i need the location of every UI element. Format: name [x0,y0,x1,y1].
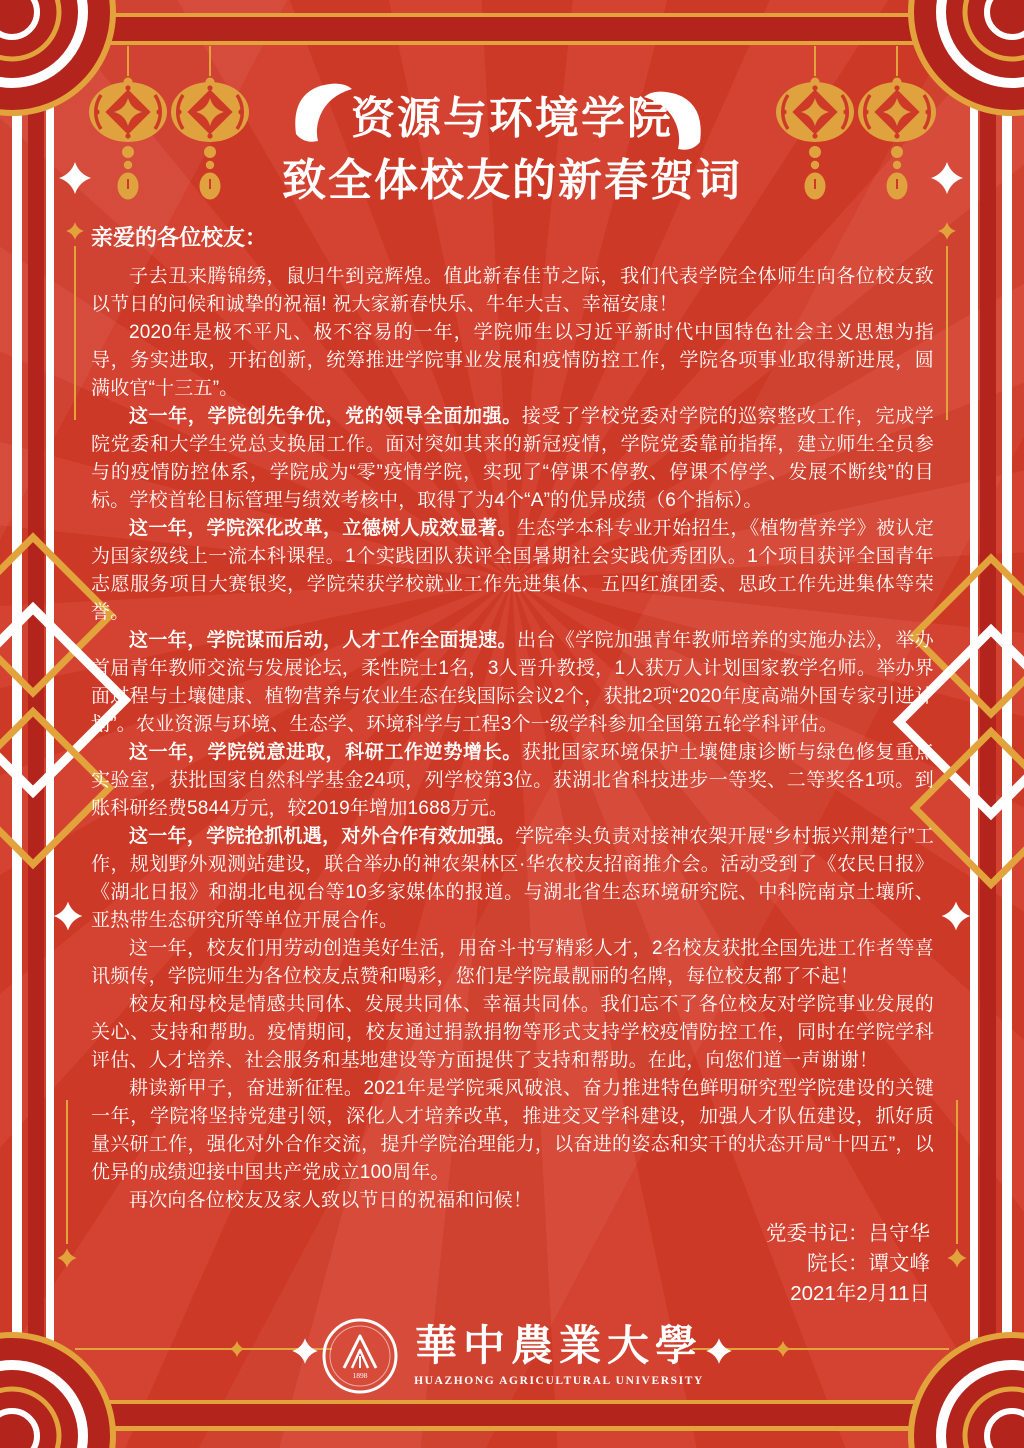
greeting-letter [91,224,934,1309]
signature-date: 2021年2月11日 [790,1282,930,1305]
top-border-band [0,13,1024,45]
university-seal-icon [320,1316,400,1396]
paragraph [91,515,934,627]
paragraph-text: 校友和母校是情感共同体、发展共同体、幸福共同体。我们忘不了各位校友对学院事业发展的关心、支持和帮助。疫情期间，校友通过捐款捐物等形式支持学校疫情防控工作，同时在学院学科评估、人才培养、社会服务和基地建设等方面提供了支持和帮助。在此，向您们道一声谢谢！ [91,994,934,1071]
paragraph-lead: 这一年，学院创先争优，党的领导全面加强。 [129,406,522,427]
paragraph-lead: 这一年，学院锐意进取，科研工作逆势增长。 [129,742,522,763]
paragraph-text: 接受了学校党委对学院的巡察整改工作，完成学院党委和大学生党总支换届工作。面对突如其来的新冠疫情，学院党委靠前指挥，建立师生全员参与的疫情防控体系，学院成为“零”疫情学院，实现了“停课不停教、停课不停学、发展不断线”的目标。学校首轮目标管理与绩效考核中，取得了为4个“A”的优异成绩（6个指标）。 [91,406,934,511]
university-name-cn: 華中農業大學 [414,1323,703,1370]
paragraph-lead: 这一年，学院抢抓机遇，对外合作有效加强。 [129,826,516,847]
paragraph-lead: 这一年，学院深化改革，立德树人成效显著。 [129,518,517,539]
paragraph [91,991,934,1075]
title-line-1: 资源与环境学院 [351,94,673,143]
university-name [414,1323,704,1387]
title-line-2: 致全体校友的新春贺词 [282,155,742,205]
paragraph-text: 学院牵头负责对接神农架开展“乡村振兴荆楚行”工作，规划野外观测站建设，联合举办的神农架林区·华农校友招商推介会。活动受到了《农民日报》《湖北日报》和湖北电视台等10多家媒体的报道。与湖北省生态环境研究院、中科院南京土壤所、亚热带生态研究所等单位开展合作。 [91,826,934,931]
paragraph-text: 生态学本科专业开始招生，《植物营养学》被认定为国家级线上一流本科课程。1个实践团队获评全国暑期社会实践优秀团队。1个项目获评全国青年志愿服务项目大赛银奖，学院荣获学校就业工作先进集体、五四红旗团委、思政工作先进集体等荣誉。 [91,518,934,623]
paragraph-text: 2020年是极不平凡、极不容易的一年，学院师生以习近平新时代中国特色社会主义思想为指导，务实进取，开拓创新，统筹推进学院事业发展和疫情防控工作，学院各项事业取得新进展，圆满收官“十三五”。 [91,322,934,399]
paragraph-lead: 这一年，学院谋而后动，人才工作全面提速。 [129,630,517,651]
paragraph-text: 获批国家环境保护土壤健康诊断与绿色修复重点实验室，获批国家自然科学基金24项，列学校第3位。获湖北省科技进步一等奖、二等奖各1项。到账科研经费5844万元，较2019年增加1688万元。 [91,742,934,819]
paragraph [91,1075,934,1187]
paragraph-text: 再次向各位校友及家人致以节日的祝福和问候！ [129,1190,533,1211]
paragraph-text: 出台《学院加强青年教师培养的实施办法》，举办首届青年教师交流与发展论坛，柔性院士1名，3人晋升教授，1人获万人计划国家教学名师。举办界面过程与土壤健康、植物营养与农业生态在线国际会议2个，获批2项“2020年度高端外国专家引进计划”。农业资源与环境、生态学、环境科学与工程3个一级学科参加全国第五轮学科评估。 [91,630,934,735]
signature-block [91,1219,934,1309]
paragraph [91,319,934,403]
paragraph [91,627,934,739]
paragraph-text: 这一年，校友们用劳动创造美好生活，用奋斗书写精彩人才，2名校友获批全国先进工作者等喜讯频传，学院师生为各位校友点赞和喝彩，您们是学院最靓丽的名牌，每位校友都了不起！ [91,938,934,987]
paragraph [91,823,934,935]
paragraph-text: 耕读新甲子，奋进新征程。2021年是学院乘风破浪、奋力推进特色鲜明研究型学院建设的关键一年，学院将坚持党建引领，深化人才培养改革，推进交叉学科建设，加强人才队伍建设，抓好质量兴研工作，强化对外合作交流，提升学院治理能力，以奋进的姿态和实干的状态开局“十四五”，以优异的成绩迎接中国共产党成立100周年。 [91,1078,934,1183]
paragraph [91,935,934,991]
signature-dean: 院长：谭文峰 [807,1252,930,1275]
seal-year: 1898 [352,1371,368,1380]
university-logo [0,1312,1024,1400]
paragraph [91,263,934,319]
salutation: 亲爱的各位校友： [91,225,268,250]
signature-secretary: 党委书记：吕守华 [766,1222,930,1245]
poster-title [0,92,1024,207]
paragraph [91,403,934,515]
paragraph [91,739,934,823]
paragraph [91,1187,934,1215]
university-name-en: HUAZHONG AGRICULTURAL UNIVERSITY [414,1374,704,1387]
paragraph-text: 子去丑来腾锦绣，鼠归牛到竞辉煌。值此新春佳节之际，我们代表学院全体师生向各位校友致以节日的问候和诚挚的祝福! 祝大家新春快乐、牛年大吉、幸福安康！ [91,266,934,315]
bottom-border-band [0,1400,1024,1431]
